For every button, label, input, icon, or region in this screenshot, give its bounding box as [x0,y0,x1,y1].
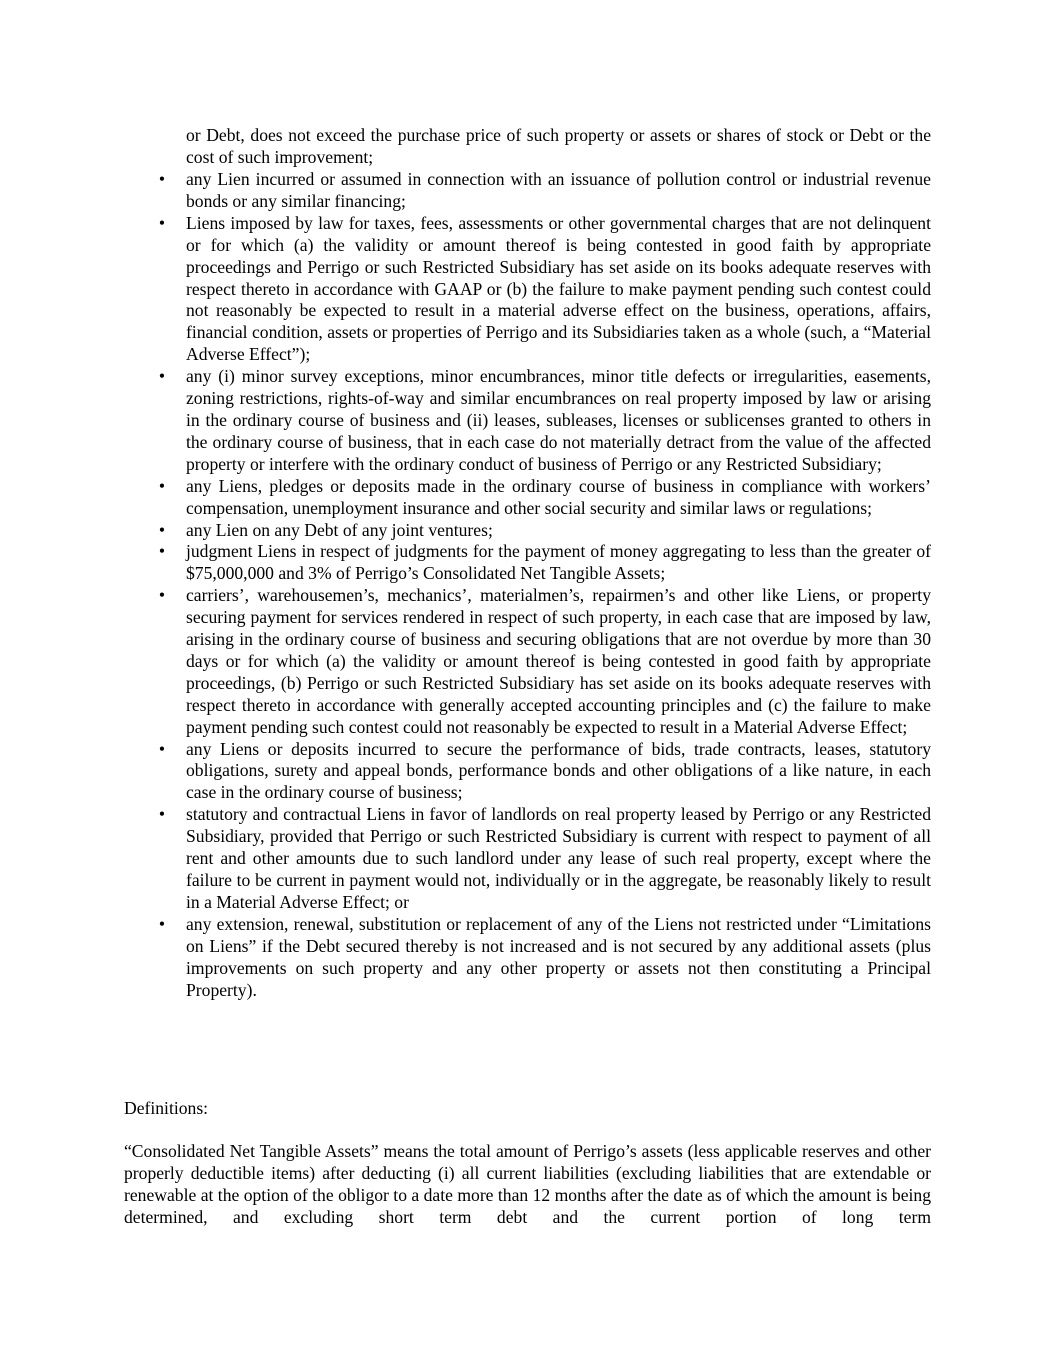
list-item [150,804,931,914]
list-item [150,213,931,366]
list-item-text: judgment Liens in respect of judgments for the payment of money aggregating to less than the greater of $75,000,000 and 3% of Perrigo’s Consolidated Net Tangible Assets; [186,541,931,584]
bullet-icon: • [158,913,166,934]
list-item-text: any (i) minor survey exceptions, minor encumbrances, minor title defects or irregularities, easements, zoning restrictions, rights-of-way and similar encumbrances on real property imposed by law or arising in the ordinary course of business and (ii) leases, subleases, licenses or sublicenses granted to others in the ordinary course of business, that in each case do not materially detract from the value of the affected property or interfere with the ordinary conduct of business of Perrigo or any Restricted Subsidiary; [186,366,931,474]
bullet-icon: • [158,804,166,825]
bullet-icon: • [158,366,166,387]
list-item-text: any Lien on any Debt of any joint ventures; [186,519,493,540]
continuation-paragraph: or Debt, does not exceed the purchase price of such property or assets or shares of stock or Debt or the cost of such improvement; [186,125,931,167]
definition-paragraph: “Consolidated Net Tangible Assets” means the total amount of Perrigo’s assets (less applicable reserves and other properly deductible items) after deducting (i) all current liabilities (excluding liabilities that are extendable or renewable at the option of the obligor to a date more than 12 months after the date as of which the amount is being determined, and excluding short term debt and the current portion of long term [124,1141,931,1227]
bullet-icon: • [158,475,166,496]
bullet-icon: • [158,169,166,189]
list-item [150,739,931,805]
list-item-text: statutory and contractual Liens in favor of landlords on real property leased by Perrigo or any Restricted Subsidiary, provided that Perrigo or such Restricted Subsidiary is current with respect to payment of all rent and other amounts due to such landlord under any lease of such real property, except where the failure to be current in payment would not, individually or in the aggregate, be reasonably likely to result in a Material Adverse Effect; or [186,804,931,912]
bullet-icon: • [158,519,166,540]
list-item-text: any Liens or deposits incurred to secure the performance of bids, trade contracts, leases, statutory obligations, surety and appeal bonds, performance bonds and other obligations of a like nature, in each case in the ordinary course of business; [186,738,931,803]
list-item-text: any Lien incurred or assumed in connection with an issuance of pollution control or industrial revenue bonds or any similar financing; [186,169,931,211]
list-item [150,541,931,585]
bullet-icon: • [158,541,166,562]
definitions-heading: Definitions: [124,1098,209,1118]
list-item-text: Liens imposed by law for taxes, fees, assessments or other governmental charges that are not delinquent or for which (a) the validity or amount thereof is being contested in good faith by appropriate proceedings and Perrigo or such Restricted Subsidiary has set aside on its books adequate reserves with respect thereto in accordance with GAAP or (b) the failure to make payment pending such contest could not reasonably be expected to result in a material adverse effect on the business, operations, affairs, financial condition, assets or properties of Perrigo and its Subsidiaries taken as a whole (such, a “Material Adverse Effect”); [186,212,931,365]
liens-bullet-list [150,169,931,1001]
list-item [150,520,931,542]
list-item [150,169,931,213]
bullet-icon: • [158,738,166,759]
list-item-text: any extension, renewal, substitution or replacement of any of the Liens not restricted under “Limitations on Liens” if the Debt secured thereby is not increased and is not secured by any additional assets (plus improvements on such property and any other property or assets not then constituting a Principal Property). [186,913,931,1000]
list-item-text: carriers’, warehousemen’s, mechanics’, materialmen’s, repairmen’s and other like Liens, or property securing payment for services rendered in respect of such property, in each case that are imposed by law, arising in the ordinary course of business and securing obligations that are not overdue by more than 30 days or for which (a) the validity or amount thereof is being contested in good faith by appropriate proceedings, (b) Perrigo or such Restricted Subsidiary has set aside on its books adequate reserves with respect thereto in accordance with generally accepted accounting principles and (c) the failure to make payment pending such contest could not reasonably be expected to result in a Material Adverse Effect; [186,585,931,737]
list-item [150,476,931,520]
bullet-icon: • [158,585,166,606]
list-item-text: any Liens, pledges or deposits made in the ordinary course of business in compliance with workers’ compensation, unemployment insurance and other social security and similar laws or regulations; [186,475,931,518]
list-item [150,585,931,738]
bullet-icon: • [158,212,166,233]
list-item [150,366,931,476]
list-item [150,914,931,1002]
